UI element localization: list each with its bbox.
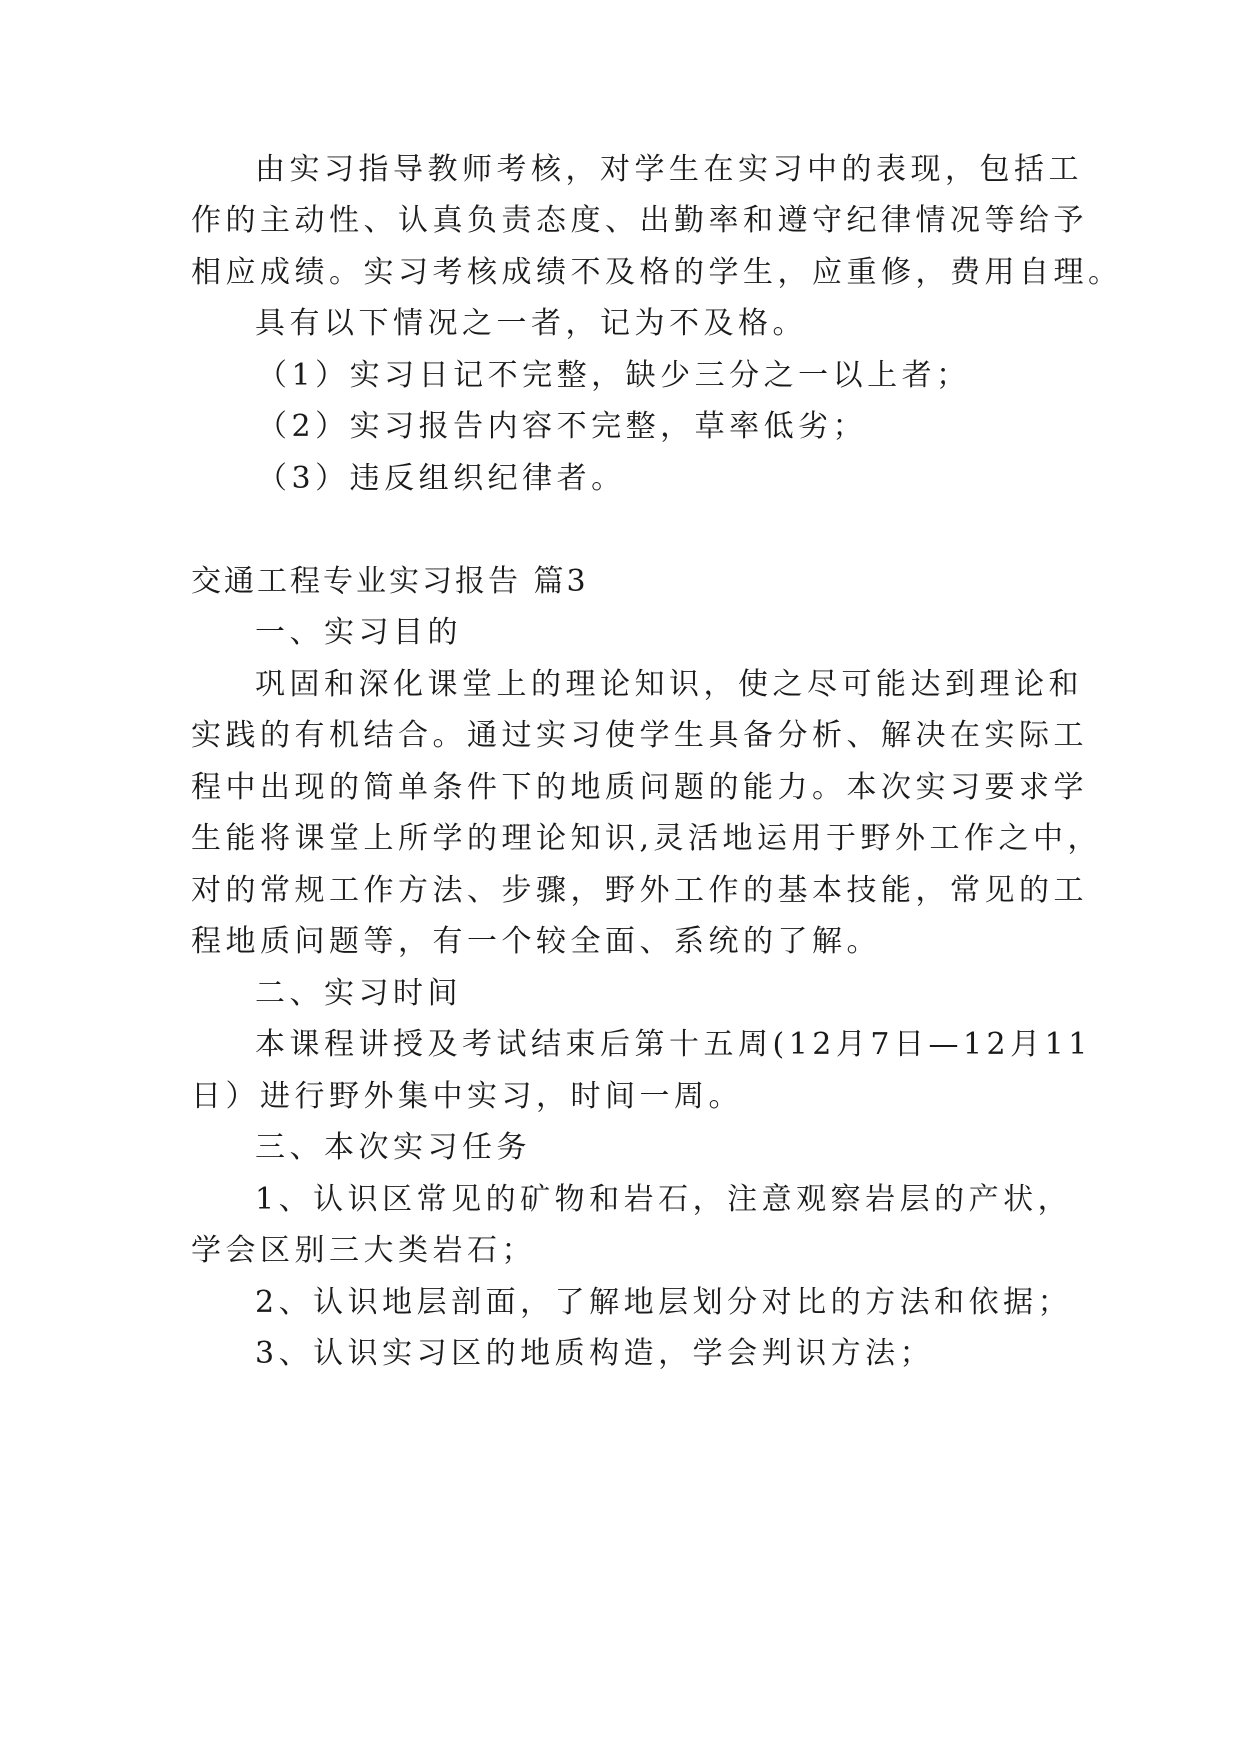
paragraph-line: 由实习指导教师考核，对学生在实习中的表现，包括工	[255, 152, 1083, 187]
paragraph-line: 作的主动性、认真负责态度、出勤率和遵守纪律情况等给予	[191, 203, 1088, 238]
paragraph-line: 具有以下情况之一者，记为不及格。	[255, 306, 807, 341]
paragraph-line: 本课程讲授及考试结束后第十五周(12月7日—12月11	[255, 1027, 1092, 1062]
paragraph-line: 巩固和深化课堂上的理论知识，使之尽可能达到理论和	[255, 667, 1083, 702]
paragraph-line: 对的常规工作方法、步骤，野外工作的基本技能，常见的工	[191, 873, 1088, 908]
list-item: （1）实习日记不完整，缺少三分之一以上者；	[257, 358, 971, 393]
list-item: （3）违反组织纪律者。	[257, 461, 626, 496]
paragraph-line: 相应成绩。实习考核成绩不及格的学生，应重修，费用自理。	[191, 255, 1123, 290]
task-line: 2、认识地层剖面，了解地层划分对比的方法和依据；	[255, 1285, 1073, 1320]
task-line: 1、认识区常见的矿物和岩石，注意观察岩层的产状，	[255, 1182, 1073, 1217]
heading-tasks: 三、本次实习任务	[255, 1130, 531, 1165]
heading-time: 二、实习时间	[255, 976, 462, 1011]
section-title: 交通工程专业实习报告 篇3	[191, 564, 589, 599]
task-line: 3、认识实习区的地质构造，学会判识方法；	[255, 1336, 935, 1371]
heading-purpose: 一、实习目的	[255, 615, 462, 650]
list-item: （2）实习报告内容不完整，草率低劣；	[257, 409, 868, 444]
paragraph-line: 实践的有机结合。通过实习使学生具备分析、解决在实际工	[191, 718, 1088, 753]
task-line: 学会区别三大类岩石；	[191, 1233, 536, 1268]
paragraph-line: 程中出现的简单条件下的地质问题的能力。本次实习要求学	[191, 770, 1088, 805]
paragraph-line: 生能将课堂上所学的理论知识,灵活地运用于野外工作之中，	[191, 821, 1103, 856]
paragraph-line: 程地质问题等，有一个较全面、系统的了解。	[191, 924, 881, 959]
paragraph-line: 日）进行野外集中实习，时间一周。	[191, 1079, 743, 1114]
